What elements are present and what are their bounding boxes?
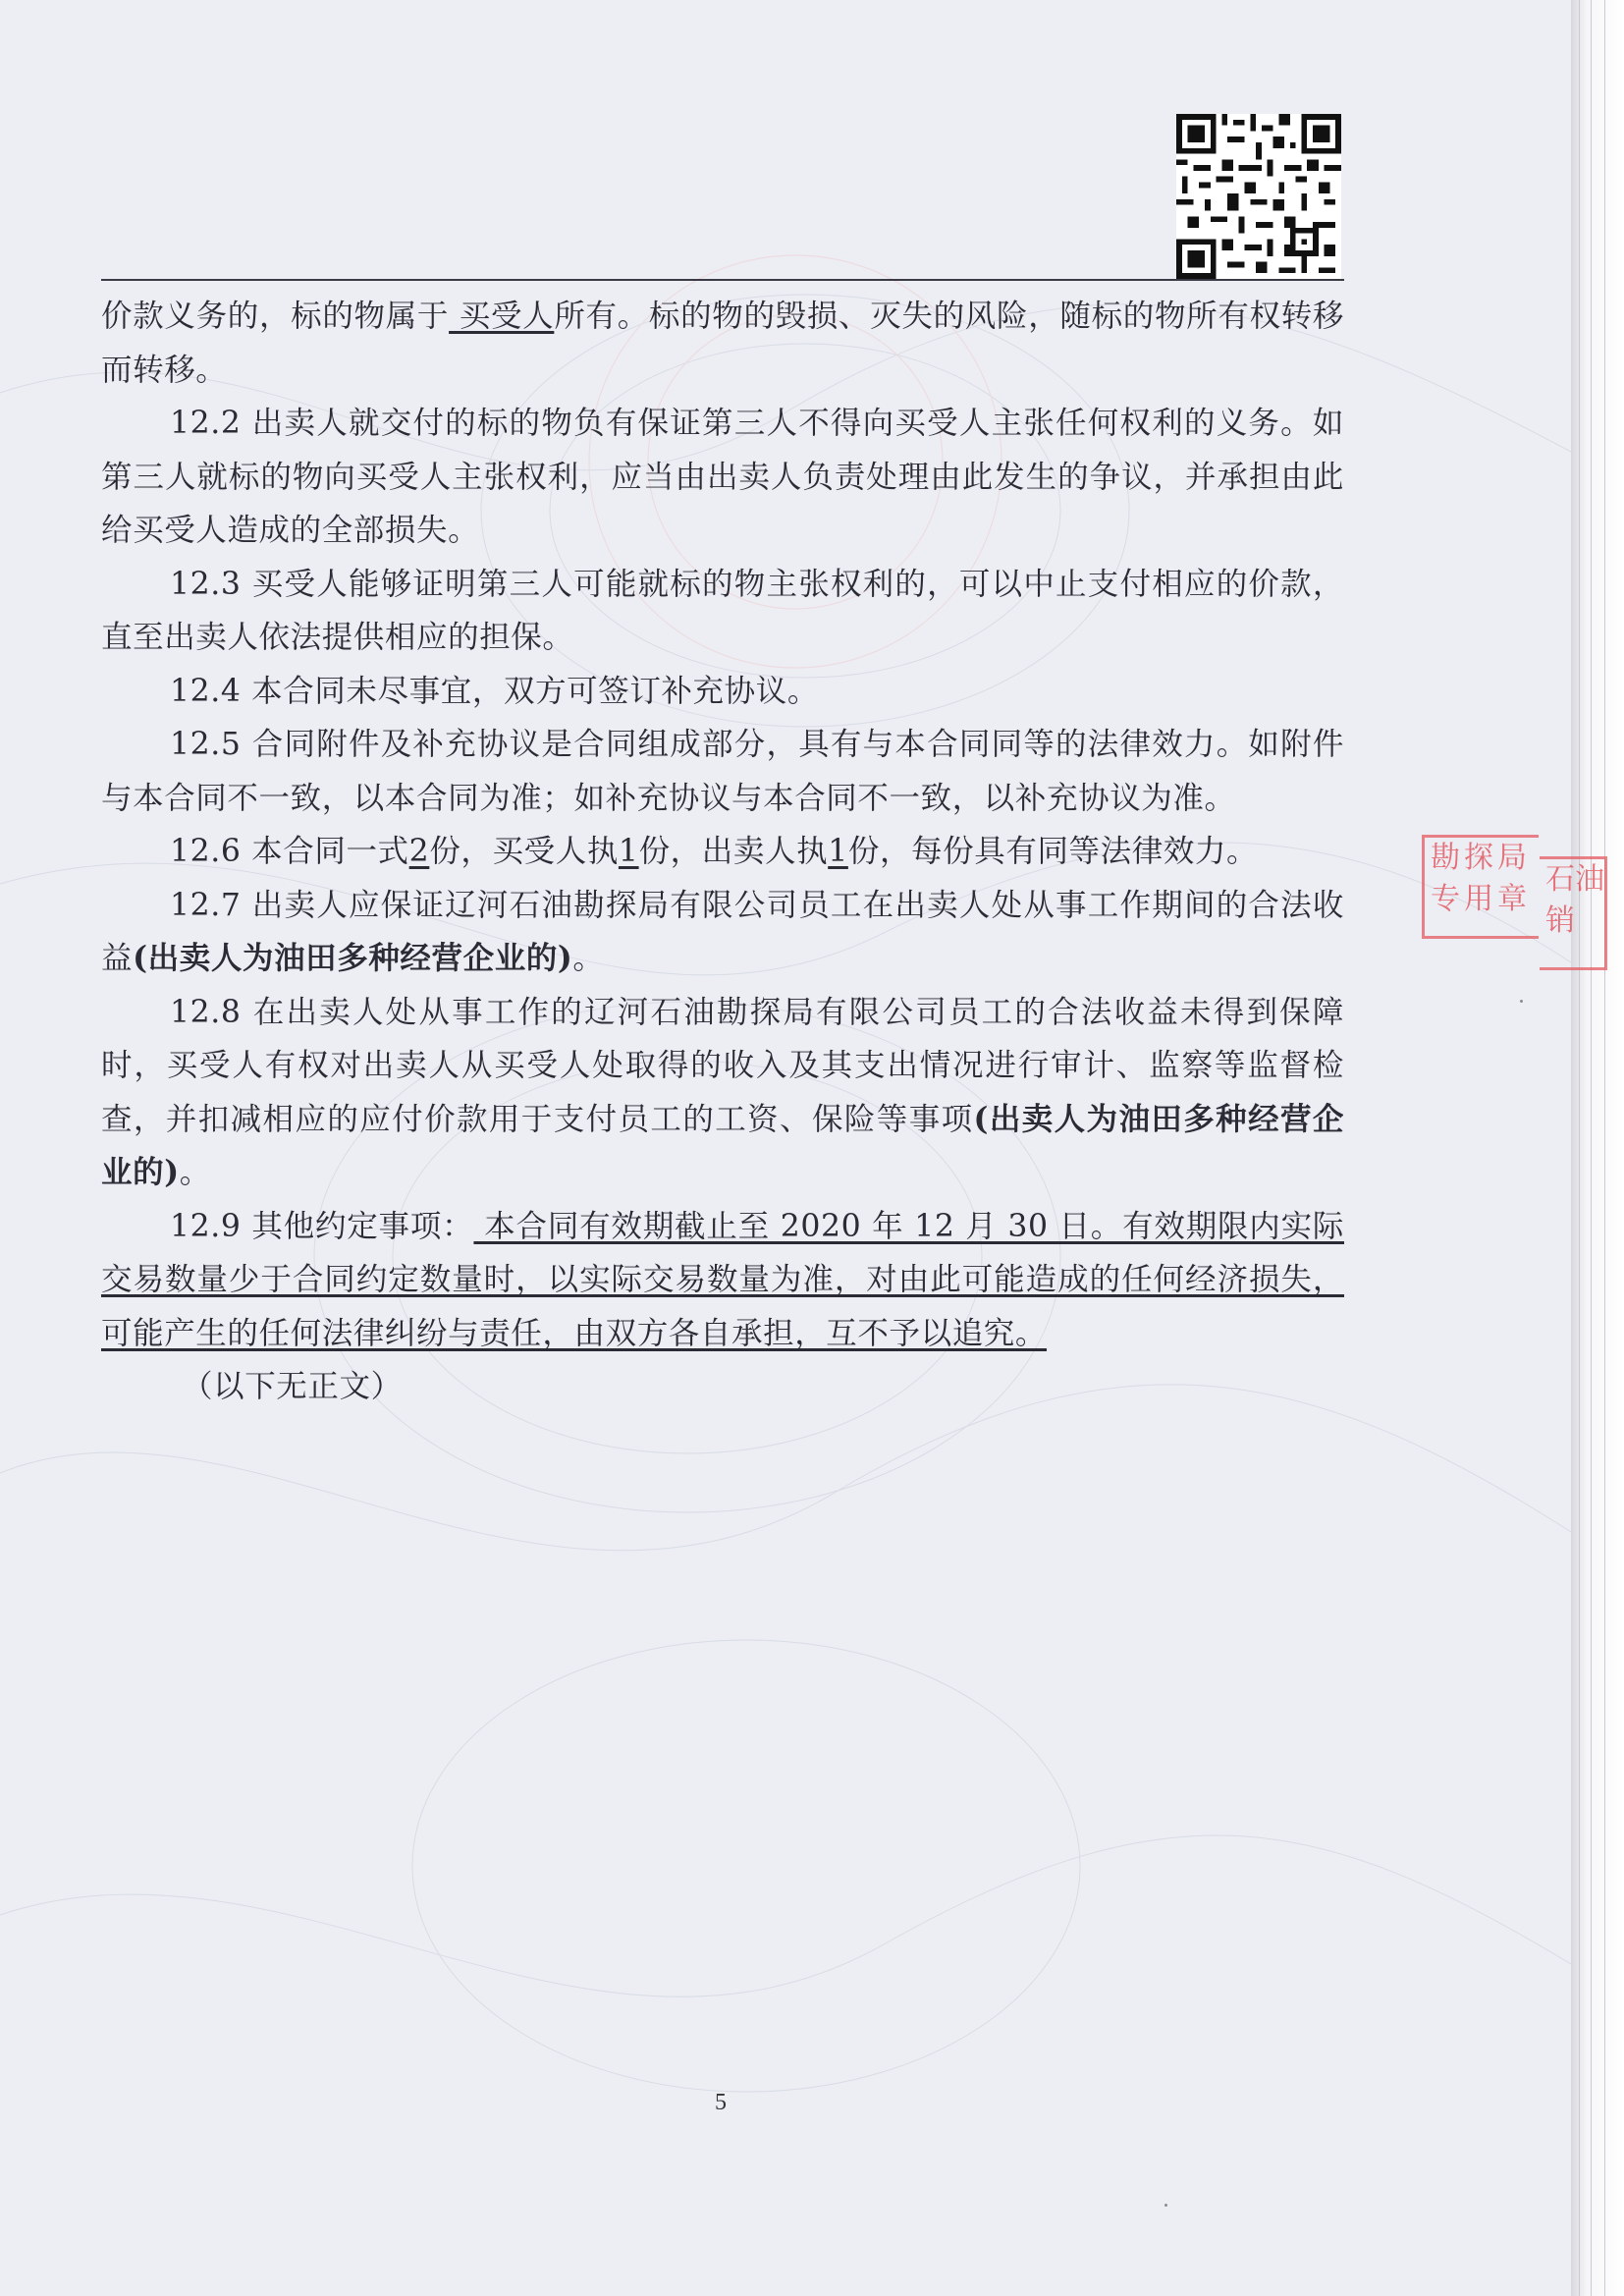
clause-text-run: 。 (572, 941, 605, 976)
clause-text-run: 12.2 出卖人就交付的标的物负有保证第三人不得向买受人主张任何权利的义务。如第三人就标的物向买受人主张权利，应当由出卖人负责处理由此发生的争议，并承担由此给买受人造成的全部损失。 (101, 406, 1344, 548)
clause-text-run: 1 (828, 834, 848, 869)
clause-text-run: 本合同有效期截止至 2020 年 12 月 30 日。有效期限内实际交易数量少于合同约定数量时，以实际交易数量为准，对由此可能造成的任何经济损失，可能产生的任何法律纠纷与责任，由双方各自承担，互不予以追究。 (101, 1208, 1344, 1351)
company-seal-fragment-left: 勘探局 专用章 (1422, 835, 1539, 939)
header-rule (101, 279, 1344, 281)
clause-text-run: 价款义务的，标的物属于 (101, 299, 450, 334)
clause-text-run: 买受人 (449, 299, 555, 334)
scan-speck (1164, 2204, 1167, 2207)
qr-code (1176, 114, 1341, 279)
scan-speck (1520, 1000, 1523, 1003)
clause-text-run: 所有。标的物的毁损、灭失的风险，随标的物所有权转移而转移。 (101, 299, 1344, 388)
clause-text-run: 1 (618, 834, 639, 869)
clause-text-run: 12.6 本合同一式 (170, 834, 409, 869)
clause-p12-9 (101, 1200, 1344, 1361)
clause-p12-5 (101, 718, 1344, 825)
clause-p12-2 (101, 397, 1344, 558)
clause-text-run: 12.3 买受人能够证明第三人可能就标的物主张权利的，可以中止支付相应的价款，直至出卖人依法提供相应的担保。 (101, 566, 1344, 655)
clause-text-run: 。 (179, 1155, 211, 1190)
clause-text-run: (出卖人为油田多种经营企业的) (101, 1100, 1345, 1190)
clause-p12-8 (101, 986, 1344, 1200)
clause-p12-6 (101, 825, 1344, 879)
clause-text-run: 份，买受人执 (429, 834, 619, 869)
page-edge-stack (1571, 0, 1624, 2296)
clause-text-run: 12.9 其他约定事项： (170, 1208, 474, 1244)
clause-text-run: 12.5 合同附件及补充协议是合同组成部分，具有与本合同同等的法律效力。如附件与本合同不一致，以本合同为准；如补充协议与本合同不一致，以补充协议为准。 (101, 727, 1344, 816)
clause-text-run: 12.7 出卖人应保证辽河石油勘探局有限公司员工在出卖人处从事工作期间的合法收益 (101, 887, 1344, 976)
contract-body (101, 290, 1344, 1414)
clause-p0 (101, 290, 1344, 397)
clause-text-run: 份，每份具有同等法律效力。 (847, 834, 1259, 869)
clause-text-run: 2 (408, 834, 430, 869)
clause-text-run: 12.8 在出卖人处从事工作的辽河石油勘探局有限公司员工的合法收益未得到保障时，买受人有权对出卖人从买受人处取得的收入及其支出情况进行审计、监察等监督检查，并扣减相应的应付价款用于支付员工的工资、保险等事项 (101, 994, 1344, 1137)
clause-p12-4 (101, 665, 1344, 719)
clause-text-run: 份，出卖人执 (638, 834, 829, 869)
end-of-text-note: （以下无正文） (182, 1369, 403, 1404)
clause-text-run: 12.4 本合同未尽事宜，双方可签订补充协议。 (170, 673, 819, 709)
clause-p12-3 (101, 558, 1344, 665)
page-number: 5 (715, 2090, 727, 2115)
clause-p12-7 (101, 879, 1344, 986)
company-seal-fragment-right: 石油 销 (1540, 856, 1607, 970)
clause-text-run: (出卖人为油田多种经营企业的) (133, 940, 573, 976)
